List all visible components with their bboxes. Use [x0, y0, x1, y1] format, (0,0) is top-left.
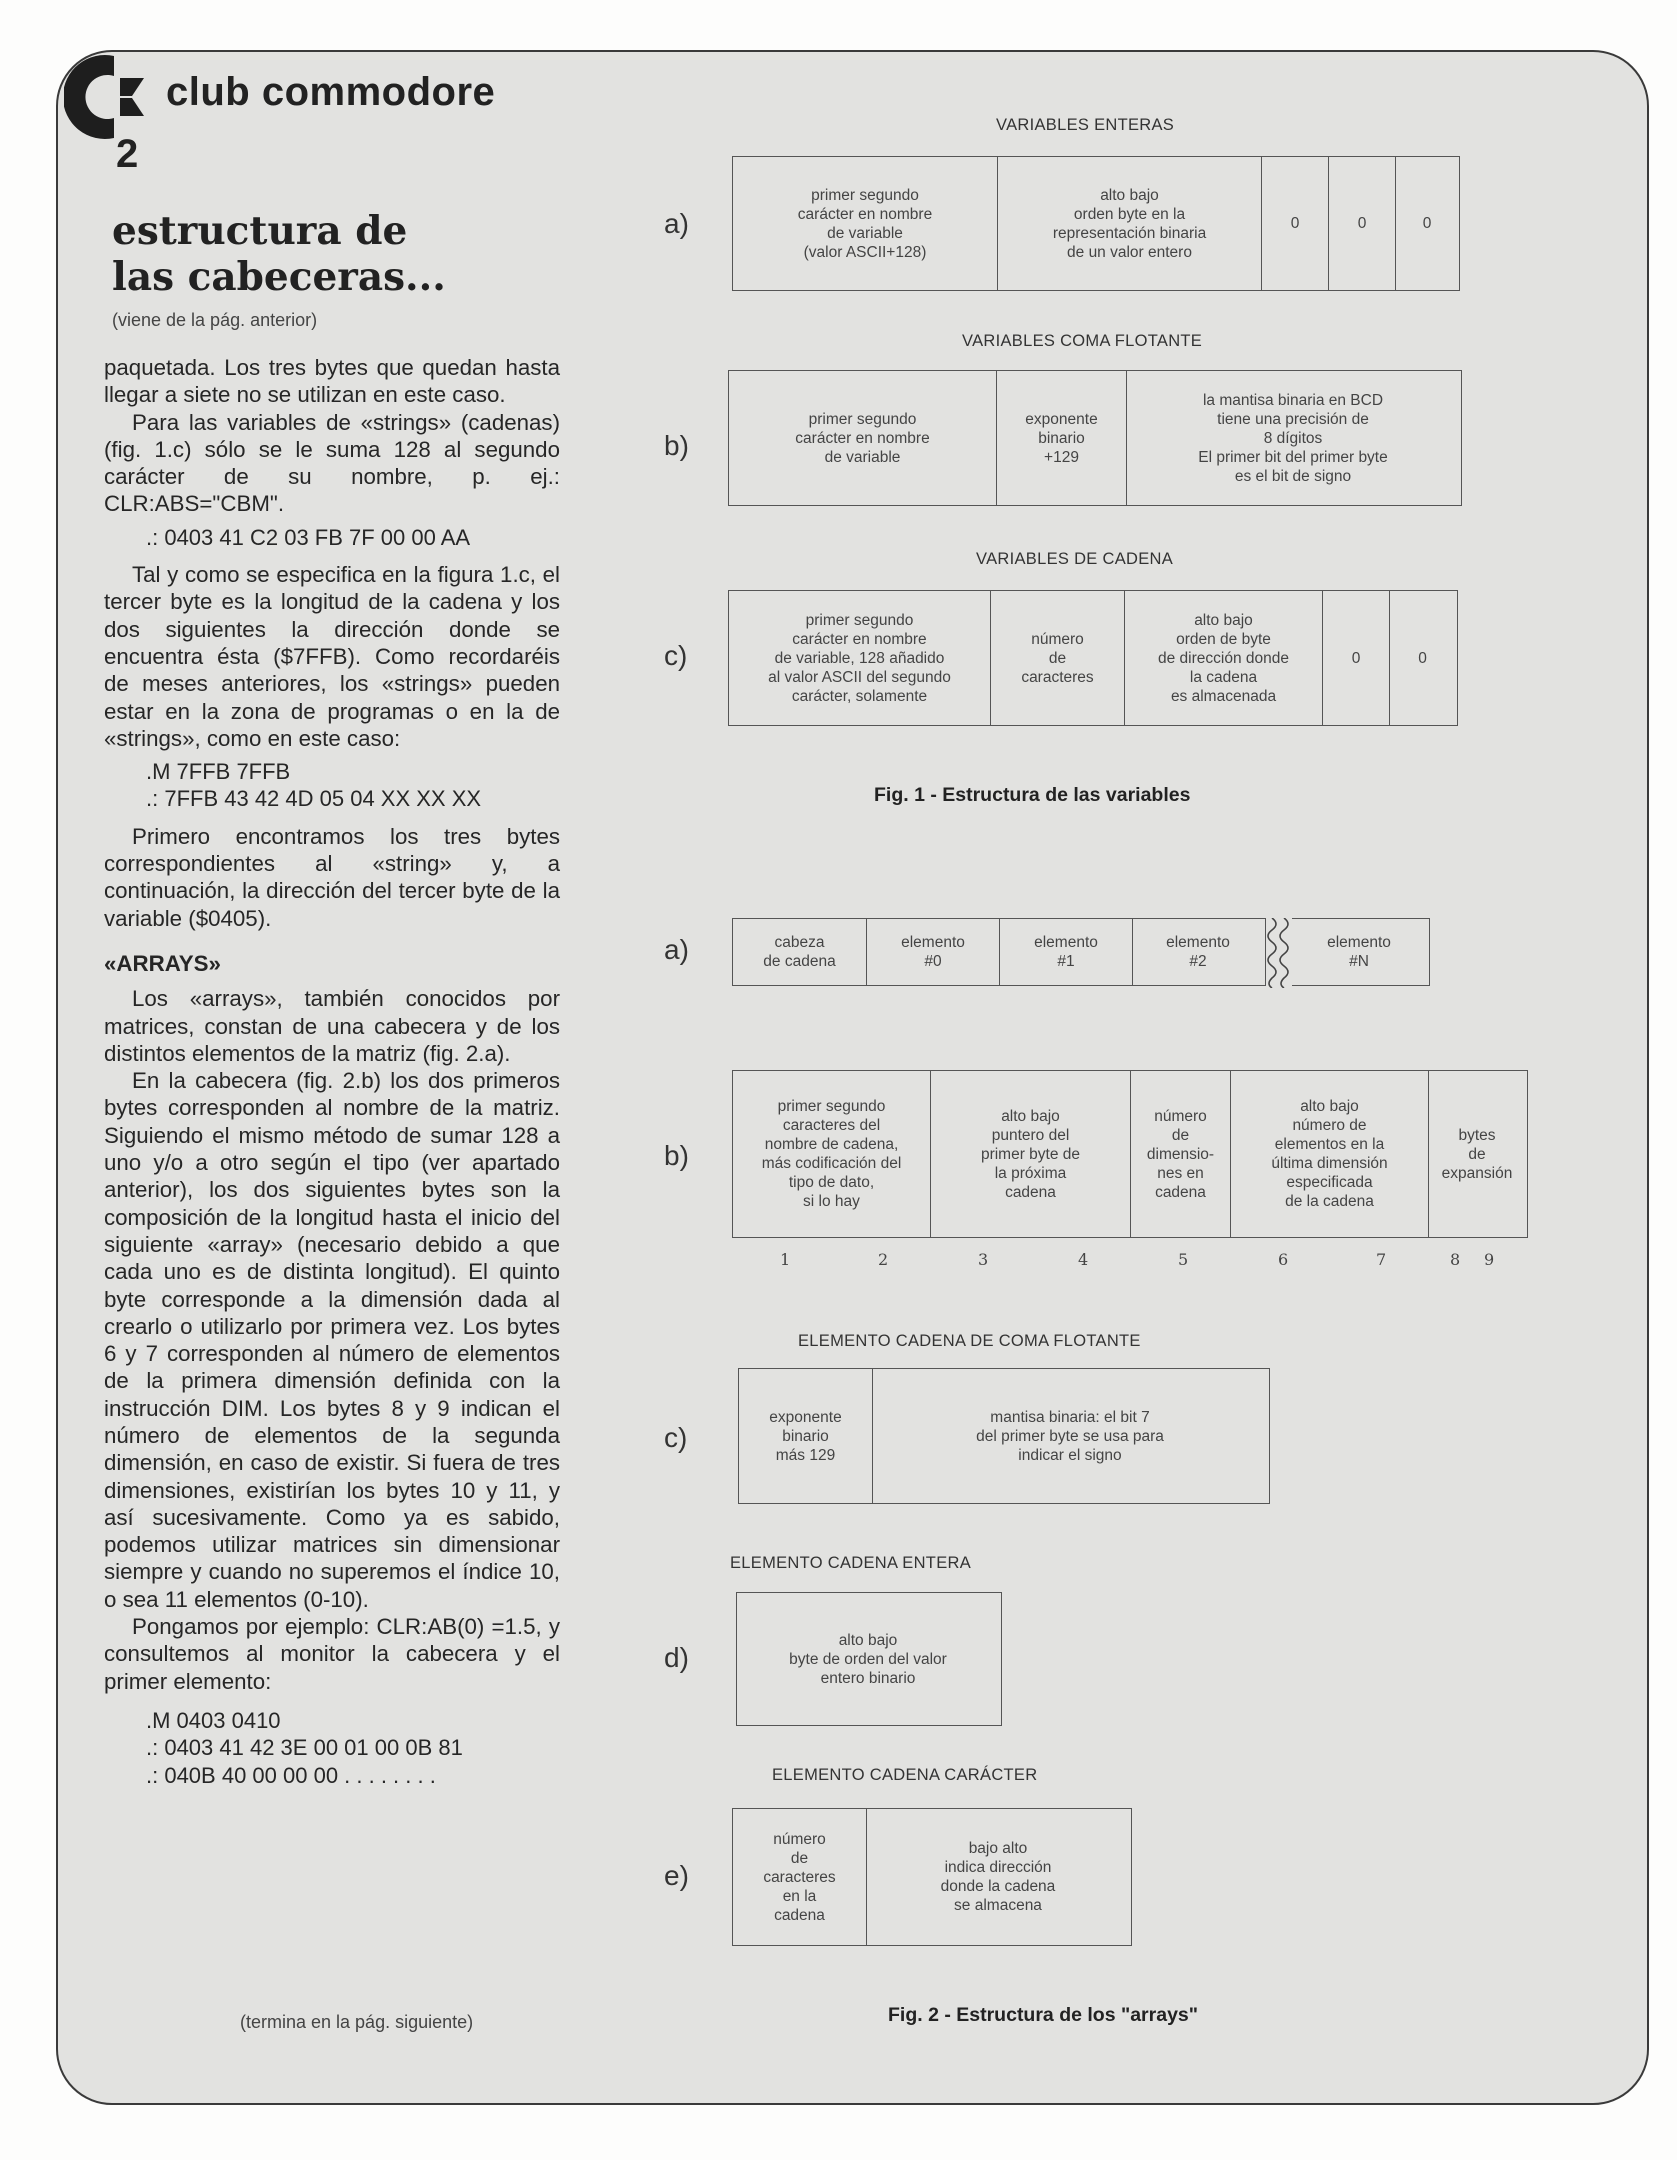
byte-index: 9 — [1484, 1250, 1495, 1269]
byte-index: 2 — [878, 1250, 889, 1269]
fig1-a-cell: 0 — [1262, 157, 1329, 290]
fig2-d-label: d) — [664, 1642, 689, 1673]
fig1-b-label: b) — [664, 430, 689, 461]
fig2-b-cell: alto bajo puntero del primer byte de la próxima cadena — [931, 1071, 1131, 1237]
fig2-caption: Fig. 2 - Estructura de los "arrays" — [888, 2004, 1199, 2026]
fig2-c-label: c) — [664, 1422, 688, 1453]
code-line: .: 7FFB 43 42 4D 05 04 XX XX XX — [146, 786, 482, 812]
code-line: .: 0403 41 42 3E 00 01 00 0B 81 — [146, 1735, 463, 1761]
fig1-b-title: VARIABLES COMA FLOTANTE — [962, 332, 1203, 350]
byte-index: 6 — [1278, 1250, 1289, 1269]
paragraph: Para las variables de «strings» (cadenas) (fig. 1.c) sólo se le suma 128 al segundo carácter de su nombre, p. ej.: CLR:ABS="CBM". — [104, 409, 560, 517]
fig2-c-title: ELEMENTO CADENA DE COMA FLOTANTE — [798, 1332, 1141, 1350]
paragraph: Pongamos por ejemplo: CLR:AB(0) =1.5, y consultemos al monitor la cabecera y el primer elemento: — [104, 1614, 560, 1694]
fig1-b-cell: exponente binario +129 — [997, 371, 1127, 505]
fig2-a-cell: elemento #2 — [1166, 934, 1230, 970]
fig2-b-box — [732, 1070, 1528, 1238]
byte-index: 5 — [1178, 1250, 1189, 1269]
fig2-e-cell: bajo alto indica dirección donde la cadena se almacena — [940, 1840, 1056, 1914]
code-line: .: 040B 40 00 00 00 . . . . . . . . — [146, 1762, 436, 1788]
paragraph: Los «arrays», también conocidos por matrices, constan de una cabecera y de los distintos elementos de la matriz (fig. 2.a). — [104, 986, 560, 1066]
fig1-a-label: a) — [664, 208, 689, 239]
fig2-e-cell: número de caracteres en la cadena — [733, 1809, 867, 1945]
fig1-c-label: c) — [664, 640, 688, 671]
fig1-c-cell: 0 — [1418, 649, 1427, 667]
fig2-e-title: ELEMENTO CADENA CARÁCTER — [772, 1766, 1038, 1784]
fig2-a-cell: elemento #1 — [1000, 919, 1133, 985]
fig2-d-cell: alto bajo byte de orden del valor entero binario — [789, 1631, 947, 1687]
paragraph: En la cabecera (fig. 2.b) los dos primeros bytes corresponden al nombre de la matriz. Siguiendo el mismo método de sumar 128 a uno y/o a otro según el tipo (ver apartado anterior), los dos siguientes bytes son la composición de la longitud hasta el inicio del siguiente «array» (necesario debido a que cada uno es de distinta longitud). El quinto byte corresponde a la dimensión dada al crearlo o utilizarlo por primera vez. Los bytes 6 y 7 corresponden al número de elementos de la primera dimensión definida con la instrucción DIM. Los bytes 8 y 9 indican el número de elementos de la segunda dimensión, en caso de existir. Si fuera de tres dimensiones, existirían los bytes 10 y 11, y así sucesivamente. Como ya es sabido, podemos utilizar matrices sin dimensionar siempre y cuando no superemos el índice 10, o sea 11 elementos (0-10). — [104, 1068, 560, 1612]
fig1-b-cell: la mantisa binaria en BCD tiene una precisión de 8 dígitos El primer bit del primer byte es el bit de signo — [1198, 391, 1388, 485]
paragraph: Tal y como se especifica en la figura 1.c, el tercer byte es la longitud de la cadena y los dos siguientes la dirección donde se encuentra ésta ($7FFB). Como recordaréis de meses anteriores, los «strings» pueden estar en la zona de programas o en la de «strings», como en este caso: — [104, 562, 560, 751]
issue-number: 2 — [116, 132, 139, 176]
section-heading: «ARRAYS» — [104, 950, 221, 976]
fig2-b-cell: bytes de expansión — [1441, 1126, 1513, 1182]
fig1-c-cell: alto bajo orden de byte de dirección donde la cadena es almacenada — [1125, 591, 1323, 725]
fig2-b-cell: alto bajo número de elementos en la última dimensión especificada de la cadena — [1231, 1071, 1429, 1237]
fig1-c-cell: número de caracteres — [991, 591, 1125, 725]
fig1-a-cell: alto bajo orden byte en la representación binaria de un valor entero — [998, 157, 1262, 290]
fig1-c-cell: 0 — [1323, 591, 1390, 725]
paragraph: paquetada. Los tres bytes que quedan hasta llegar a siete no se utilizan en este caso. — [104, 355, 560, 408]
fig2-a-box-end — [1292, 918, 1430, 986]
fig2-e-box — [732, 1808, 1132, 1946]
fig2-b-cell: número de dimensio- nes en cadena — [1131, 1071, 1231, 1237]
fig1-a-cell: 0 — [1329, 157, 1396, 290]
fig2-e-label: e) — [664, 1860, 689, 1891]
fig2-b-cell: primer segundo caracteres del nombre de cadena, más codificación del tipo de dato, si lo hay — [733, 1071, 931, 1237]
fig1-a-cell: primer segundo carácter en nombre de variable (valor ASCII+128) — [733, 157, 998, 290]
fig1-a-title: VARIABLES ENTERAS — [996, 116, 1175, 134]
fig2-c-cell: exponente binario más 129 — [739, 1369, 873, 1503]
code-line: .M 0403 0410 — [146, 1707, 281, 1733]
byte-index: 3 — [978, 1250, 989, 1269]
fig1-b-box — [728, 370, 1462, 506]
paragraph: Primero encontramos los tres bytes correspondientes al «string» y, a continuación, la dirección del tercer byte de la variable ($0405). — [104, 823, 560, 931]
code-line: .: 0403 41 C2 03 FB 7F 00 00 AA — [146, 524, 471, 550]
fig2-a-label: a) — [664, 934, 689, 965]
fig2-a-box — [732, 918, 1266, 986]
fig2-b-label: b) — [664, 1140, 689, 1171]
continued-to: (termina en la pág. siguiente) — [240, 2012, 474, 2032]
commodore-logo-icon — [64, 52, 174, 142]
article-body — [104, 354, 560, 1789]
fig1-c-title: VARIABLES DE CADENA — [976, 550, 1174, 568]
code-line: .M 7FFB 7FFB — [146, 759, 291, 785]
fig2-a-cell: cabeza de cadena — [733, 919, 867, 985]
continued-from: (viene de la pág. anterior) — [112, 310, 318, 330]
title-line-1: estructura de — [112, 208, 408, 254]
byte-index: 1 — [780, 1250, 791, 1269]
fig2-c-cell: mantisa binaria: el bit 7 del primer byte se usa para indicar el signo — [976, 1408, 1164, 1464]
fig1-b-cell: primer segundo carácter en nombre de variable — [729, 371, 997, 505]
byte-index: 7 — [1376, 1250, 1387, 1269]
fig1-c-box — [728, 590, 1458, 726]
fig2-d-title: ELEMENTO CADENA ENTERA — [730, 1554, 972, 1572]
fig1-c-cell: primer segundo carácter en nombre de variable, 128 añadido al valor ASCII del segundo carácter, solamente — [729, 591, 991, 725]
article-title — [112, 208, 592, 300]
fig1-a-box — [732, 156, 1460, 291]
byte-index: 4 — [1078, 1250, 1089, 1269]
brand-name: club commodore — [166, 70, 496, 114]
break-marker-icon — [1266, 918, 1292, 988]
fig2-a-cell: elemento #N — [1327, 934, 1391, 970]
fig1-caption: Fig. 1 - Estructura de las variables — [874, 784, 1191, 806]
title-line-2: las cabeceras... — [112, 254, 446, 300]
fig2-c-box — [738, 1368, 1270, 1504]
fig2-d-box — [736, 1592, 1002, 1726]
byte-index: 8 — [1450, 1250, 1461, 1269]
fig1-a-cell: 0 — [1422, 215, 1432, 232]
fig2-a-cell: elemento #0 — [867, 919, 1000, 985]
